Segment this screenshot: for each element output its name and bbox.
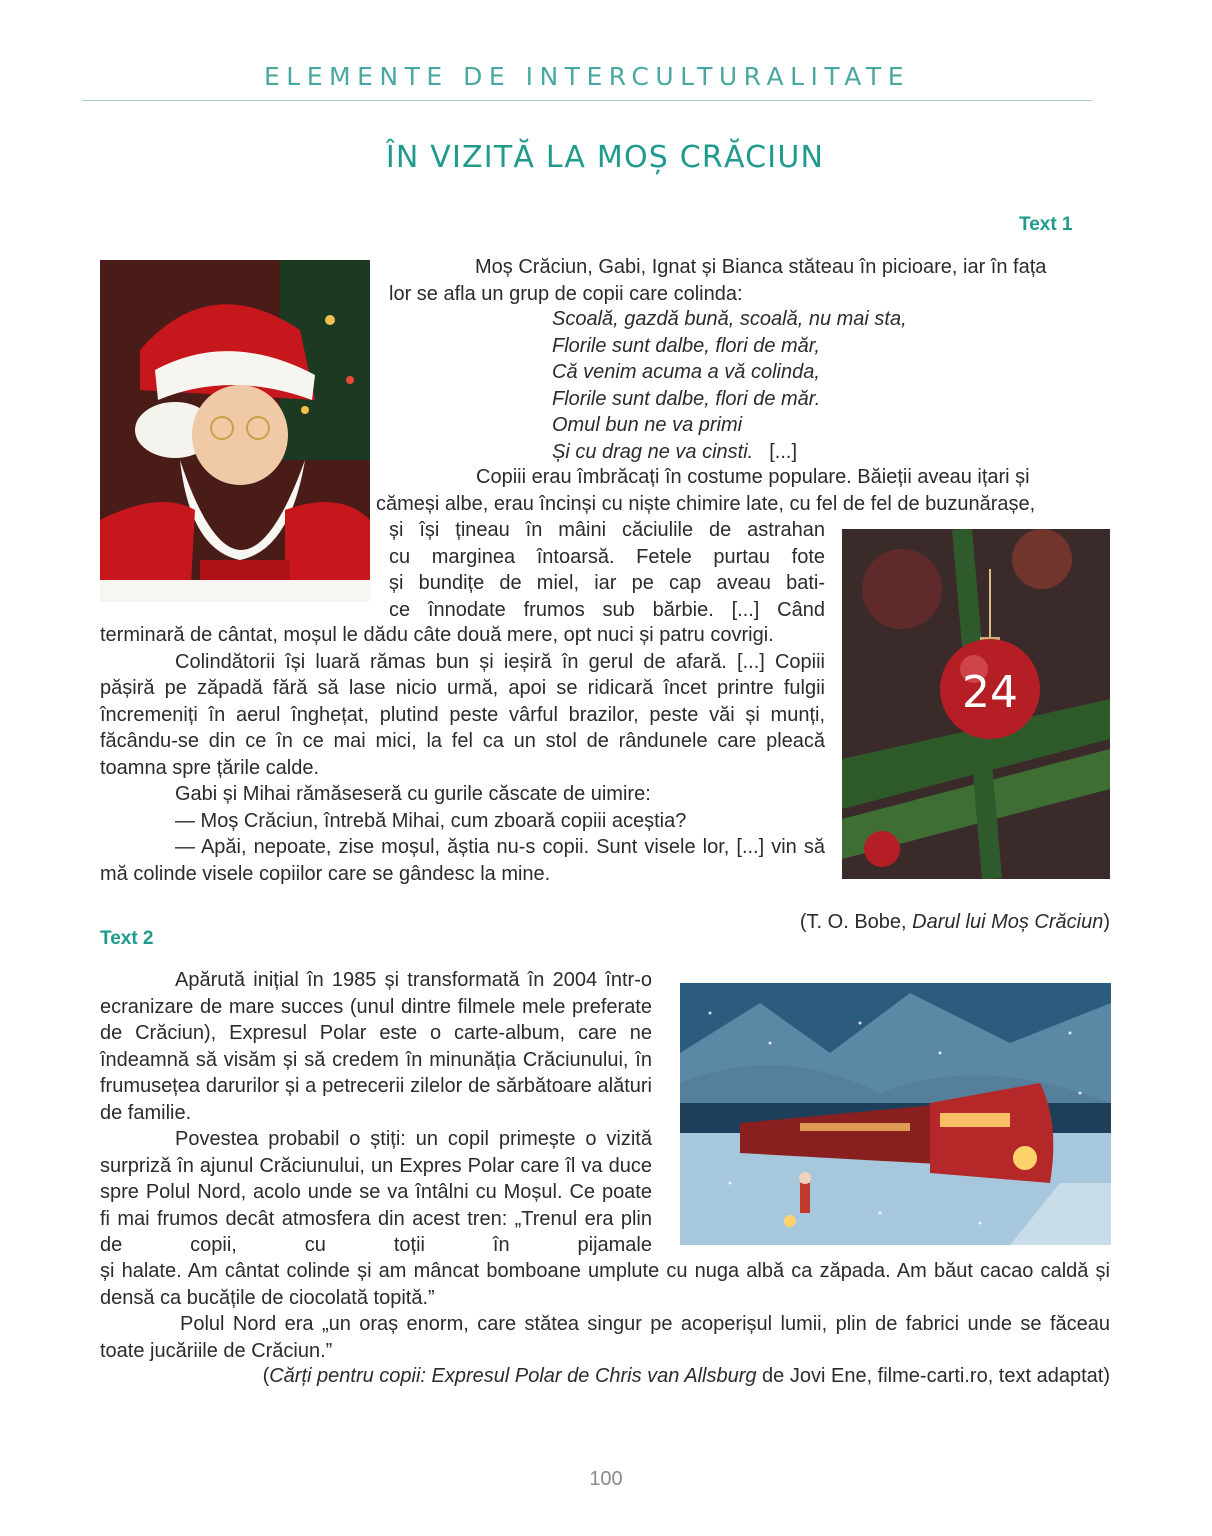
source-rest: de Jovi Ene, filme-carti.ro, text adaptat) — [756, 1365, 1110, 1387]
text1-costumes-top — [376, 464, 1111, 517]
verse-line: Scoală, gazdă bună, scoală, nu mai sta, — [552, 308, 907, 330]
section-header: ELEMENTE DE INTERCULTURALITATE — [264, 62, 910, 91]
text2-paragraph1: Apărută inițial în 1985 și transformată în 2004 într-o ecranizare de mare succes (unul dintre filmele mele preferate de Crăciun), Expresul Polar este o carte-album, care ne îndeamnă să visăm și să credem în minunăția Crăciunului, în frumusețea darurilor și a petrecerii zilelor de sărbătoare alături de familie. — [100, 969, 652, 1124]
paragraph-costume-end: terminară de cântat, moșul le dădu câte două mere, opt nuci și patru covrigi. — [100, 624, 774, 646]
costume-line: și își țineau în mâini căciulile de astrahan — [389, 519, 825, 541]
costume-line: și bundițe de miel, iar pe cap aveau bati- — [389, 572, 825, 594]
text1-label: Text 1 — [1019, 214, 1073, 235]
polar-express-image — [680, 983, 1111, 1245]
text2-paragraph2: Povestea probabil o știți: un copil primește o vizită surpriză în ajunul Crăciunului, un Expres Polar care îl va duce spre Polul Nord, acolo unde se va întâlni cu Moșul. Ce poate fi mai frumos decât atmosfera din acest tren: „Trenul era plin de copii, cu toții în pijamale — [100, 1128, 652, 1256]
source-title: Cărți pentru copii: Expresul Polar de Chris van Allsburg — [269, 1365, 757, 1387]
source-author: (T. O. Bobe, — [799, 911, 913, 933]
header-divider — [82, 100, 1092, 101]
verse-line: Că venim acuma a vă colinda, — [552, 361, 820, 383]
santa-claus-image — [100, 260, 370, 602]
verse-line: Florile sunt dalbe, flori de măr. — [552, 387, 821, 410]
ornament-number: 24 — [962, 667, 1018, 718]
text1-body — [100, 622, 825, 887]
text1-costumes-wrap — [389, 517, 825, 623]
paragraph-gabi: Gabi și Mihai rămăseseră cu gurile căscate de uimire: — [175, 783, 651, 805]
christmas-ornament-image — [842, 529, 1110, 879]
train-icon — [680, 983, 1111, 1245]
costume-line: ce înnodate frumos sub bărbie. [...] Când — [389, 598, 825, 621]
costume-line: cămeși albe, erau încinși cu niște chimire late, cu fel de fel de buzunărașe, — [376, 492, 1036, 515]
verse-last: Și cu drag ne va cinsti. — [552, 440, 754, 463]
verse-ellipsis: [...] — [769, 440, 798, 463]
ornament-icon — [842, 529, 1110, 879]
costume-line: Copiii erau îmbrăcați în costume populare. Băieții aveau ițari și — [476, 466, 1030, 488]
text2-source — [100, 1363, 1110, 1390]
text1-intro — [389, 254, 1108, 307]
text2-body — [100, 1258, 1110, 1364]
page-number: 100 — [589, 1468, 623, 1490]
costume-line: cu marginea întoarsă. Fetele purtau fote — [389, 545, 825, 568]
dialog-line: — Moș Crăciun, întrebă Mihai, cum zboară copiii aceștia? — [175, 809, 687, 832]
source-title: Darul lui Moș Crăciun — [912, 911, 1104, 933]
santa-icon — [100, 260, 370, 602]
text2-label: Text 2 — [100, 928, 154, 949]
verse-line — [552, 439, 952, 466]
carol-verses — [552, 306, 952, 465]
paragraph-colindatori: Colindătorii își luară rămas bun și ieșiră în gerul de afară. [...] Copiii pășiră pe zăpadă fără să lase nicio urmă, apoi se ridicară încet printre fulgii încremeniți în aerul înghețat, plutind peste vârful brazilor, peste văi și munți, făcându-se din ce în ce mai mici, la fel ca un stol de rândunele care pleacă toamna spre țările calde. — [100, 650, 825, 779]
page-title: ÎN VIZITĂ LA MOȘ CRĂCIUN — [385, 140, 825, 175]
verse-line: Omul bun ne va primi — [552, 414, 743, 436]
text2-paragraph2-end: și halate. Am cântat colinde și am mâncat bomboane umplute cu nuga albă ca zăpada. Am băut cacao caldă și densă ca bucățile de ciocolată topită.” — [100, 1260, 1110, 1309]
text1-intro-line2: lor se afla un grup de copii care colinda: — [389, 282, 743, 305]
text2-wrap — [100, 967, 652, 1259]
source-close: ) — [1103, 911, 1110, 933]
text1-source — [600, 909, 1110, 936]
dialog-line: — Apăi, nepoate, zise moșul, ăștia nu-s copii. Sunt visele lor, [...] vin să mă colinde visele copiilor care se gândesc la mine. — [100, 836, 825, 885]
source-open: ( — [262, 1365, 270, 1387]
text1-intro-line1: Moș Crăciun, Gabi, Ignat și Bianca stăteau în picioare, iar în fața — [475, 256, 1047, 278]
verse-line: Florile sunt dalbe, flori de măr, — [552, 334, 820, 357]
text2-paragraph3: Polul Nord era „un oraș enorm, care stătea singur pe acoperișul lumii, plin de fabrici unde se făceau toate jucăriile de Crăciun.” — [100, 1313, 1110, 1362]
